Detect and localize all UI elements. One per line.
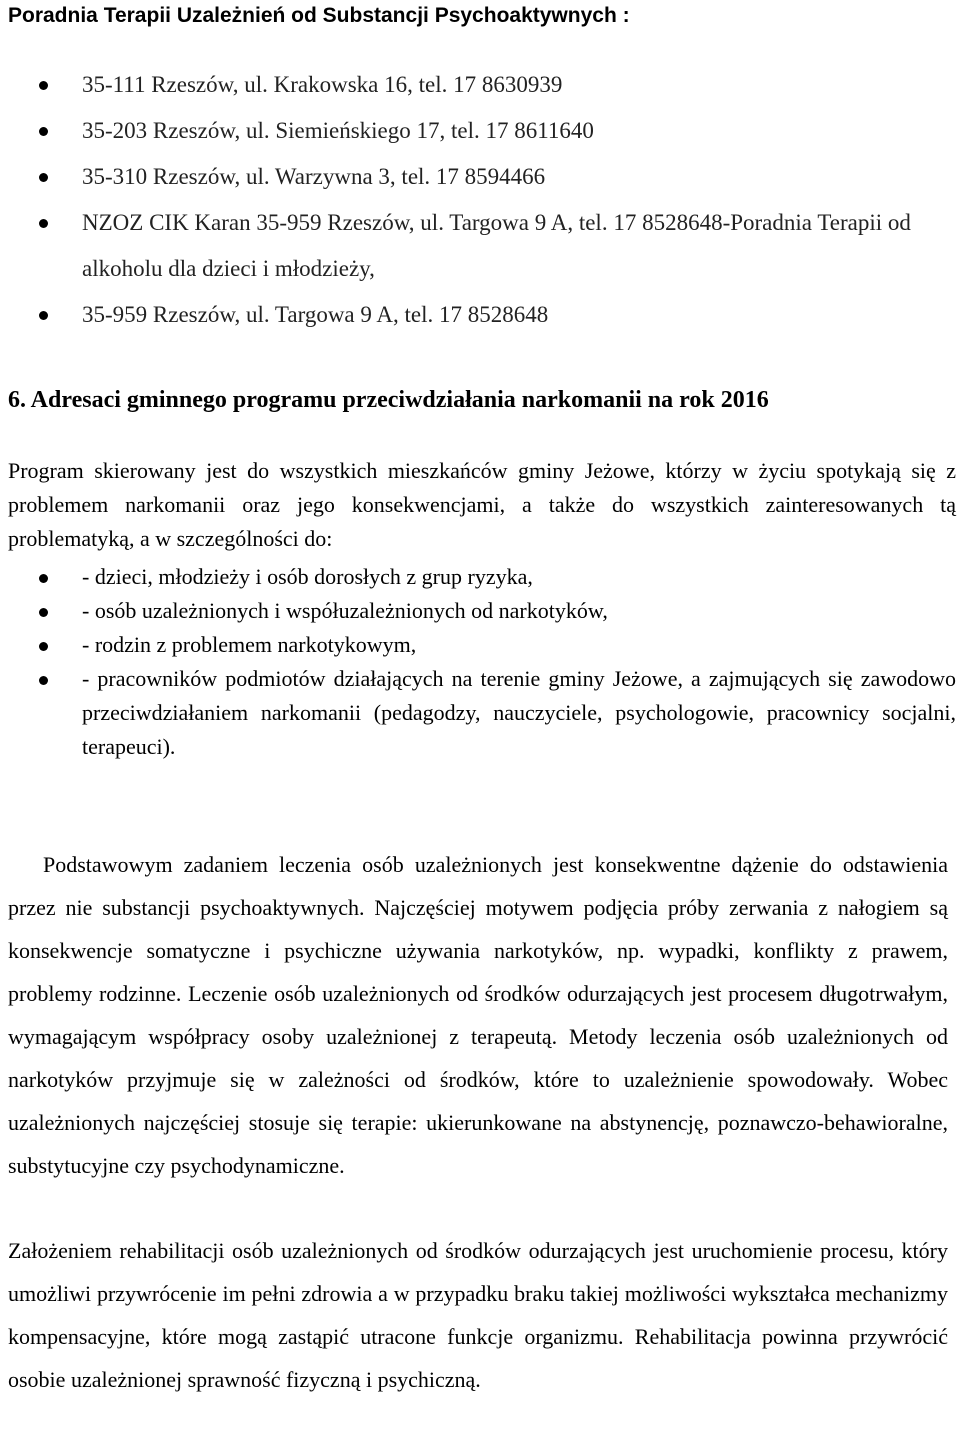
bullet-icon <box>39 311 48 320</box>
target-group: - pracowników podmiotów działających na terenie gminy Jeżowe, a zajmujących się zawodowo przeciwdziałaniem narkomanii (pedagodzy, nauczyciele, psychologowie, pracownicy socjalni, terapeuci). <box>82 666 956 759</box>
bullet-icon <box>39 219 48 228</box>
target-group: - rodzin z problemem narkotykowym, <box>82 632 417 657</box>
list-item <box>0 662 956 764</box>
bullet-icon <box>39 642 48 651</box>
clinic-address: NZOZ CIK Karan 35-959 Rzeszów, ul. Targowa 9 A, tel. 17 8528648-Poradnia Terapii od alkoholu dla dzieci i młodzieży, <box>82 210 911 281</box>
clinic-address: 35-959 Rzeszów, ul. Targowa 9 A, tel. 17 8528648 <box>82 302 549 327</box>
clinic-address: 35-111 Rzeszów, ul. Krakowska 16, tel. 17 8630939 <box>82 72 563 97</box>
list-item <box>0 154 940 200</box>
list-item <box>0 628 956 662</box>
list-item <box>0 594 956 628</box>
treatment-paragraph-text: Podstawowym zadaniem leczenia osób uzależnionych jest konsekwentne dążenie do odstawienia przez nie substancji psychoaktywnych. Najczęściej motywem podjęcia próby zerwania z nałogiem są konsekwencje somatyczne i psychiczne używania narkotyków, np. wypadki, konflikty z prawem, problemy rodzinne. Leczenie osób uzależnionych od środków odurzających jest procesem długotrwałym, wymagającym współpracy osoby uzależnionej z terapeutą. Metody leczenia osób uzależnionych od narkotyków przyjmuje się w zależności od środków, które to uzależnienie spowodowały. Wobec uzależnionych najczęściej stosuje się terapie: ukierunkowane na abstynencję, poznawczo-behawioralne, substytucyjne czy psychodynamiczne. <box>8 852 948 1178</box>
bullet-icon <box>39 81 48 90</box>
clinic-address: 35-310 Rzeszów, ul. Warzywna 3, tel. 17 8594466 <box>82 164 546 189</box>
section-heading: 6. Adresaci gminnego programu przeciwdziałania narkomanii na rok 2016 <box>8 387 769 413</box>
list-item <box>0 108 940 154</box>
bullet-icon <box>39 574 48 583</box>
rehabilitation-paragraph: Założeniem rehabilitacji osób uzależnionych od środków odurzających jest uruchomienie procesu, który umożliwi przywrócenie im pełni zdrowia a w przypadku braku takiej możliwości wykształca mechanizmy kompensacyjne, które mogą zastąpić utracone funkcje organizmu. Rehabilitacja powinna przywrócić osobie uzależnionej sprawność fizyczną i psychiczną. <box>8 1238 948 1392</box>
program-intro: Program skierowany jest do wszystkich mieszkańców gminy Jeżowe, którzy w życiu spotykają się z problemem narkomanii oraz jego konsekwencjami, a także do wszystkich zainteresowanych tą problematyką, a w szczególności do: <box>8 458 956 551</box>
bullet-icon <box>39 608 48 617</box>
list-item <box>0 62 940 108</box>
list-item <box>0 560 956 594</box>
target-group: - dzieci, młodzieży i osób dorosłych z grup ryzyka, <box>82 564 533 589</box>
clinic-address: 35-203 Rzeszów, ul. Siemieńskiego 17, tel. 17 8611640 <box>82 118 594 143</box>
list-item <box>0 200 940 292</box>
target-group-list <box>0 560 956 764</box>
bullet-icon <box>39 676 48 685</box>
target-group: - osób uzależnionych i współuzależnionych od narkotyków, <box>82 598 608 623</box>
clinic-heading: Poradnia Terapii Uzależnień od Substancji Psychoaktywnych : <box>8 4 630 27</box>
bullet-icon <box>39 127 48 136</box>
treatment-paragraph <box>8 843 948 1187</box>
clinic-list <box>0 62 940 338</box>
bullet-icon <box>39 173 48 182</box>
list-item <box>0 292 940 338</box>
